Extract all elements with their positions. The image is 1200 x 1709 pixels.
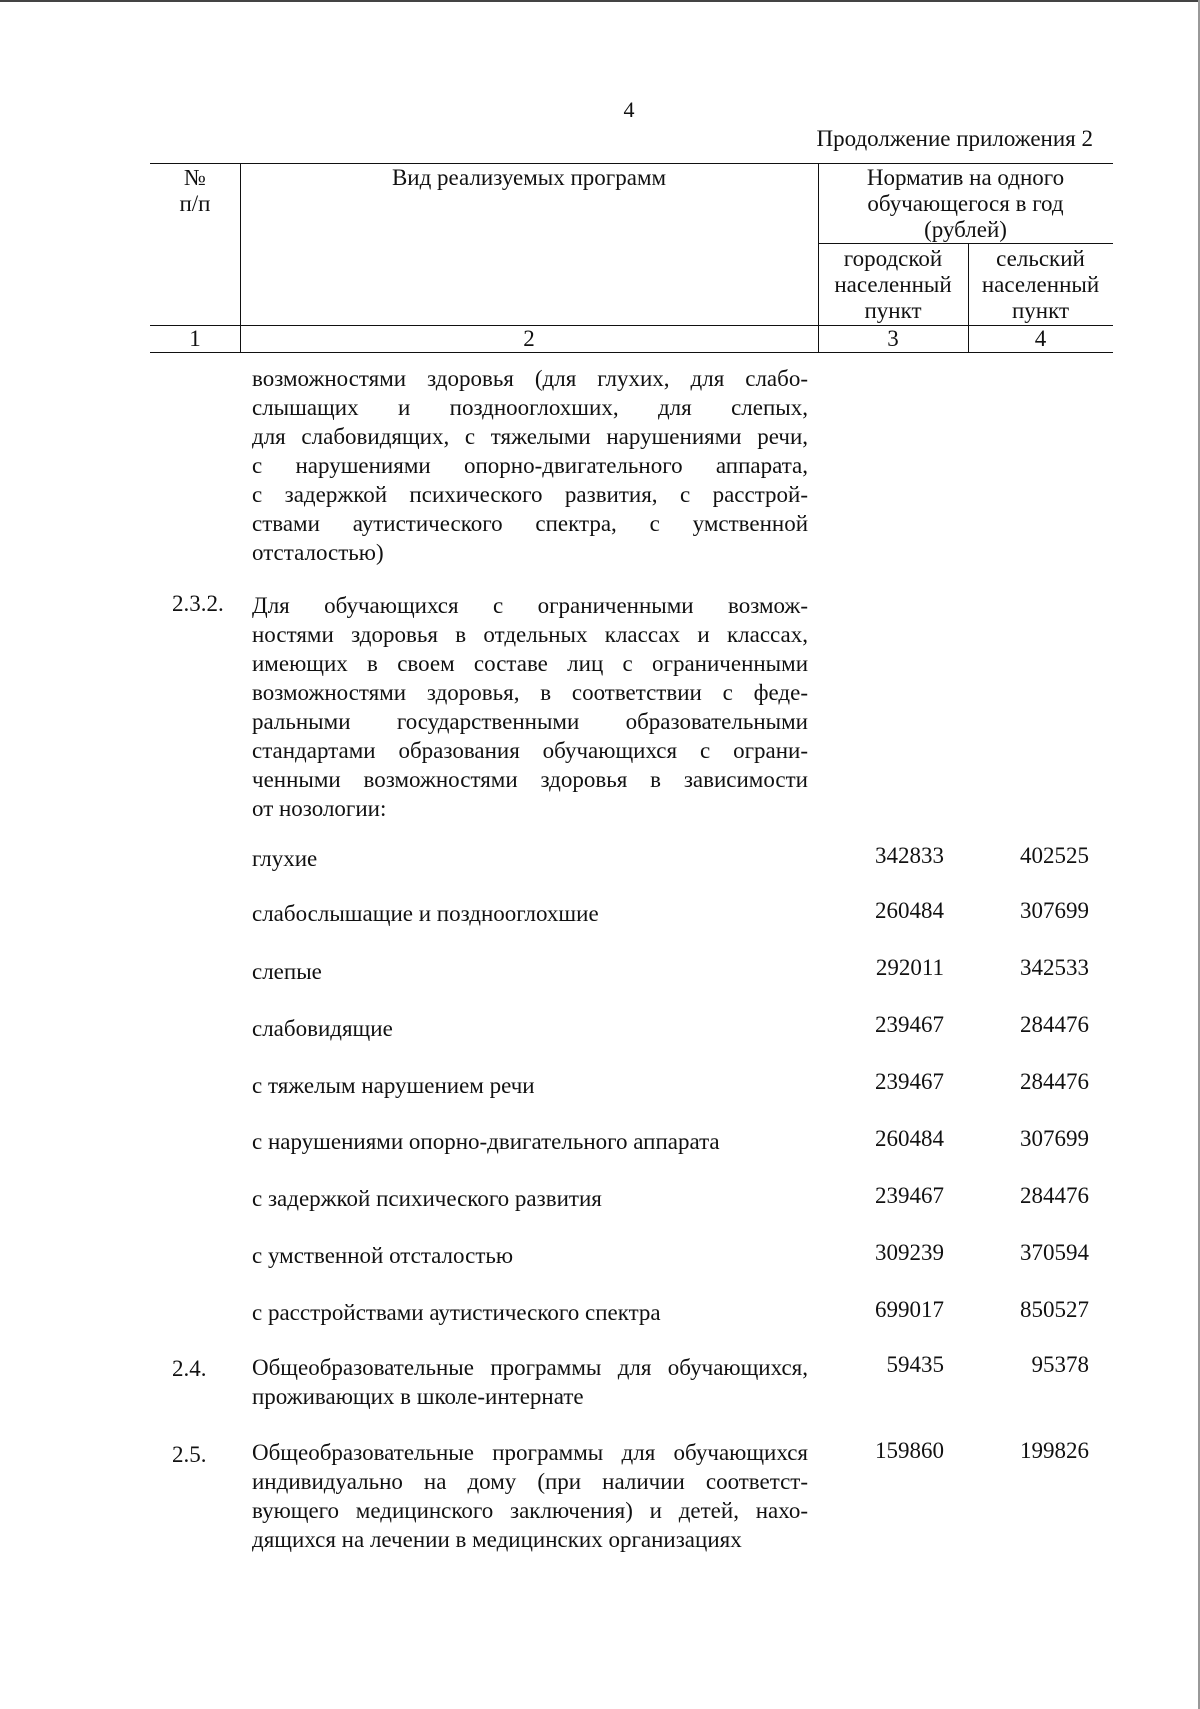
col2-title: Вид реализуемых программ [391,165,667,190]
section-25-text: Общеобразовательные программы для обучающихся индивидуально на дому (при наличии соответст- вующего медицинского заключения) и детей, нахо- дящихся на лечении в медицинских организациях [252,1440,808,1552]
col3-title: городской населенный пункт [834,246,952,323]
scan-edge-top [0,0,1200,2]
rural-value: 307699 [1020,1126,1089,1151]
rural-value: 342533 [1020,955,1089,980]
urban-value: 239467 [875,1012,944,1037]
col1-title: № п/п [179,165,211,216]
section-24-urban-value: 59435 [886,1352,944,1377]
nosology-label: с расстройствами аутистического спектра [252,1300,661,1325]
table-header [150,163,1113,353]
section-24-number: 2.4. [172,1356,207,1381]
rural-value: 850527 [1020,1297,1089,1322]
urban-value: 239467 [875,1183,944,1208]
urban-value: 342833 [875,843,944,868]
col-number-2: 2 [523,326,535,351]
appendix-note: Продолжение приложения 2 [816,126,1093,151]
nosology-label: слепые [252,959,322,984]
rural-value: 370594 [1020,1240,1089,1265]
urban-value: 699017 [875,1297,944,1322]
continuation-text: возможностями здоровья (для глухих, для слабо- слышащих и позднооглохших, для слепых, для слабовидящих, с тяжелыми нарушениями речи, с нарушениями опорно-двигательного аппарата, с задержкой психического развития, с расстрой- ствами аутистического спектра, с умственной отсталостью) [252,366,808,565]
nosology-label: слабовидящие [252,1016,393,1041]
page-number: 4 [623,97,635,122]
section-25-number: 2.5. [172,1442,207,1467]
rural-value: 284476 [1020,1069,1089,1094]
urban-value: 292011 [875,955,944,980]
col4-title: сельский населенный пункт [981,246,1100,323]
urban-value: 260484 [875,898,944,923]
col-number-3: 3 [887,326,899,351]
nosology-label: с умственной отсталостью [252,1243,514,1268]
urban-value: 239467 [875,1069,944,1094]
nosology-label: с тяжелым нарушением речи [252,1073,535,1098]
nosology-label: с задержкой психического развития [252,1186,602,1211]
col-number-1: 1 [189,326,201,351]
section-24-rural-value: 95378 [1031,1352,1089,1377]
urban-value: 260484 [875,1126,944,1151]
section-232-text: Для обучающихся с ограниченными возмож- ностями здоровья в отдельных классах и классах, имеющих в своем составе лиц с ограниченными возможностями здоровья, в соответствии с феде- ральными государственными образовательными стандартами образования обучающихся с ограни- ченными возможностями здоровья в зависимости от нозологии: [252,593,808,821]
section-232-number: 2.3.2. [172,591,224,616]
section-25-rural-value: 199826 [1020,1438,1089,1463]
col-number-4: 4 [1034,326,1047,351]
urban-value: 309239 [875,1240,944,1265]
rural-value: 402525 [1020,843,1089,868]
rural-value: 284476 [1020,1183,1089,1208]
nosology-label: слабослышащие и позднооглохшие [252,901,599,926]
nosology-label: с нарушениями опорно-двигательного аппарата [252,1129,720,1154]
col3-4-title: Норматив на одного обучающегося в год (рублей) [866,165,1065,242]
section-25-urban-value: 159860 [875,1438,944,1463]
rural-value: 307699 [1020,898,1089,923]
rural-value: 284476 [1020,1012,1089,1037]
section-24-text: Общеобразовательные программы для обучающихся, проживающих в школе-интернате [252,1355,808,1409]
nosology-label: глухие [252,846,318,871]
